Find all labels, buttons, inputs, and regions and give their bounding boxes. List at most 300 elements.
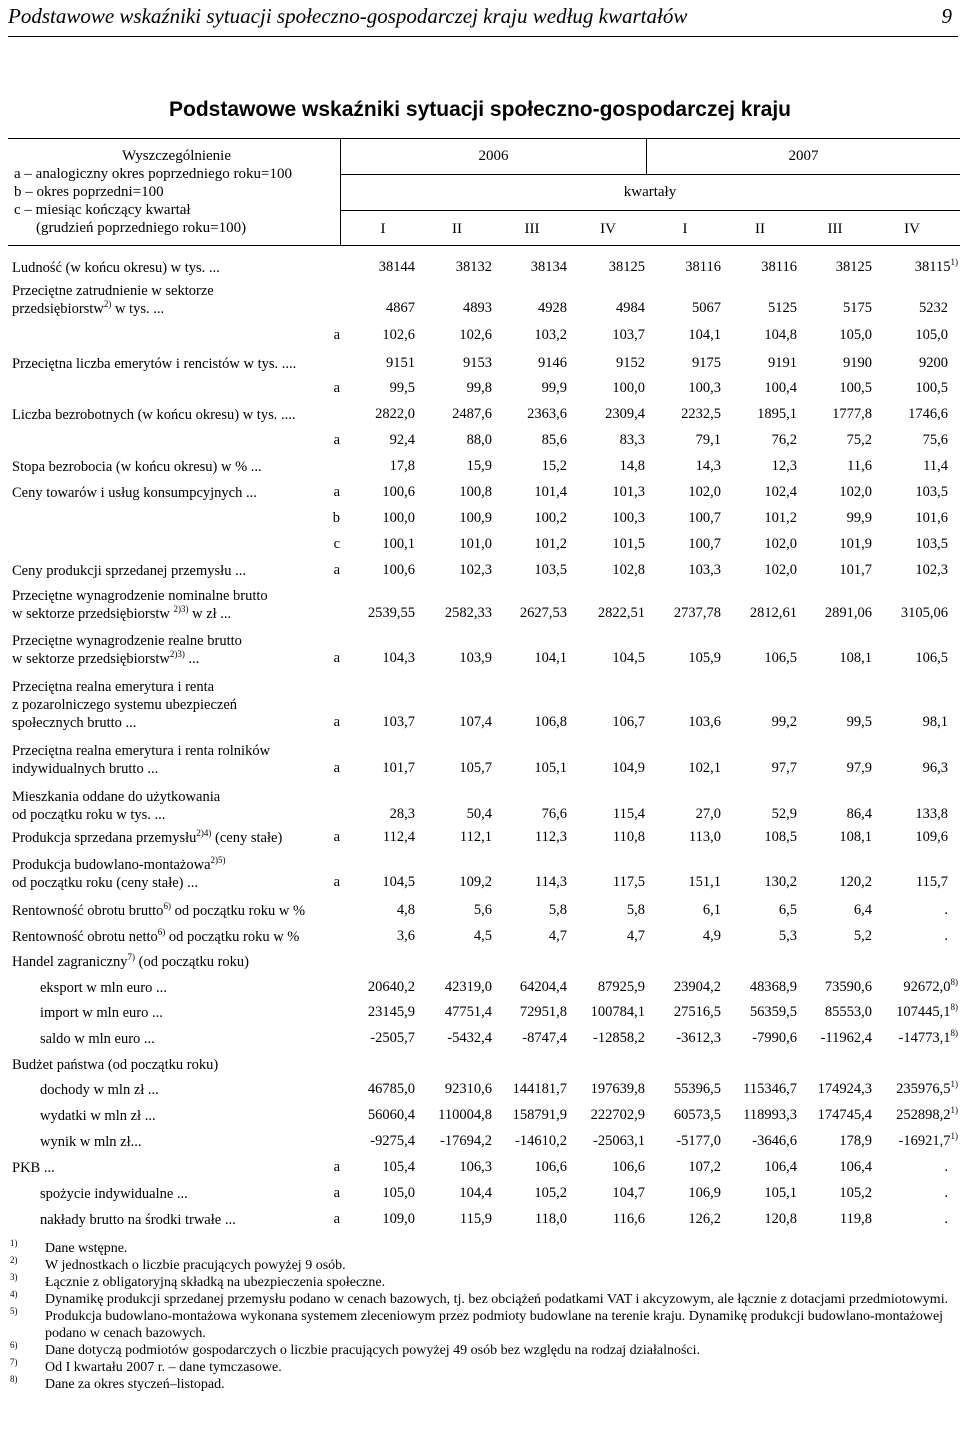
quarter-header: II <box>755 221 765 237</box>
table-cell: 102,1 <box>688 760 721 776</box>
row-label: Przeciętna liczba emerytów i rencistów w tys. .... <box>12 356 297 372</box>
table-cell: 101,2 <box>534 536 567 552</box>
table-cell: 103,3 <box>688 562 721 578</box>
table-cell: 115,4 <box>612 806 645 822</box>
row-index-code: a <box>333 714 340 730</box>
table-cell: 103,6 <box>688 714 721 730</box>
row-label: Ceny towarów i usług konsumpcyjnych ... <box>12 485 257 501</box>
table-cell: 2822,0 <box>375 406 415 422</box>
table-cell: 235976,5$^{1)}$ <box>896 1079 958 1097</box>
table-cell: 99,2 <box>771 714 797 730</box>
stub-legend-c: c – miesiąc kończący kwartał <box>14 202 191 218</box>
table-cell: 5,2 <box>853 928 872 944</box>
footnote <box>10 1240 955 1257</box>
table-cell: 120,2 <box>839 874 872 890</box>
table-cell: 100784,1 <box>590 1004 645 1020</box>
table-cell: 38115$^{1)}$ <box>914 257 958 275</box>
table-cell: 174924,3 <box>817 1081 872 1097</box>
table-cell: 252898,2$^{1)}$ <box>896 1105 958 1123</box>
period-rule <box>341 210 960 211</box>
row-index-code: a <box>333 829 340 845</box>
table-cell: 5175 <box>843 300 872 316</box>
table-cell: 4867 <box>386 300 415 316</box>
table-cell: 2812,61 <box>749 605 797 621</box>
row-index-code: a <box>333 432 340 448</box>
table-cell: 158791,9 <box>512 1107 567 1123</box>
table-cell: 106,9 <box>688 1185 721 1201</box>
row-label: PKB ... <box>12 1160 55 1176</box>
table-cell: 85,6 <box>541 432 567 448</box>
table-cell: 102,8 <box>612 562 645 578</box>
table-cell: 178,9 <box>839 1133 872 1149</box>
table-cell: 144181,7 <box>512 1081 567 1097</box>
table-cell: 1746,6 <box>908 406 948 422</box>
table-cell: 3,6 <box>396 928 415 944</box>
stub-legend-a: a – analogiczny okres poprzedniego roku=100 <box>14 166 292 182</box>
table-cell: 88,0 <box>466 432 492 448</box>
footnote <box>10 1257 955 1274</box>
table-cell: 174745,4 <box>817 1107 872 1123</box>
header-stub <box>14 147 339 237</box>
table-cell: 103,2 <box>534 327 567 343</box>
table-cell: 100,8 <box>459 484 492 500</box>
table-cell: 4984 <box>616 300 645 316</box>
table-cell: -5177,0 <box>676 1133 721 1149</box>
footnote <box>10 1342 955 1359</box>
table-cell: 119,8 <box>839 1211 872 1227</box>
table-cell: 104,1 <box>534 650 567 666</box>
table-cell: 79,1 <box>695 432 721 448</box>
header-top-rule <box>8 138 960 139</box>
table-cell: 112,3 <box>534 829 567 845</box>
table-cell: 105,2 <box>839 1185 872 1201</box>
row-label: dochody w mln zł ... <box>40 1082 159 1098</box>
table-cell: 104,4 <box>459 1185 492 1201</box>
table-cell: 5,3 <box>778 928 797 944</box>
table-cell: 105,0 <box>839 327 872 343</box>
table-cell: 9190 <box>843 355 872 371</box>
table-cell: 102,6 <box>459 327 492 343</box>
row-label: Stopa bezrobocia (w końcu okresu) w % ... <box>12 459 262 475</box>
table-cell: 100,6 <box>382 562 415 578</box>
table-cell: 27,0 <box>695 806 721 822</box>
table-cell: . <box>944 1211 948 1227</box>
row-label: eksport w mln euro ... <box>40 980 167 996</box>
table-cell: 12,3 <box>771 458 797 474</box>
table-cell: 98,1 <box>922 714 948 730</box>
table-cell: 86,4 <box>846 806 872 822</box>
stub-legend-c-note: (grudzień poprzedniego roku=100) <box>36 220 247 236</box>
footnote-text: Łącznie z obligatoryjną składką na ubezpieczenia społeczne. <box>45 1275 386 1290</box>
row-index-code: a <box>333 1159 340 1175</box>
table-cell: 101,9 <box>839 536 872 552</box>
row-label: Przeciętne zatrudnienie w sektorze przedsiębiorstw$^{2)}$ w tys. ... <box>12 283 214 317</box>
table-cell: 102,3 <box>459 562 492 578</box>
table-cell: 4,9 <box>702 928 721 944</box>
table-cell: 100,1 <box>382 536 415 552</box>
table-cell: 102,3 <box>915 562 948 578</box>
row-label: Przeciętne wynagrodzenie realne brutto w sektorze przedsiębiorstw$^{2)3)}$ ... <box>12 633 242 667</box>
table-cell: 50,4 <box>466 806 492 822</box>
table-cell: 73590,6 <box>824 979 872 995</box>
quarter-header: III <box>827 221 843 237</box>
table-cell: 101,5 <box>612 536 645 552</box>
table-cell: 15,2 <box>541 458 567 474</box>
table-cell: 4928 <box>538 300 567 316</box>
table-cell: 101,4 <box>534 484 567 500</box>
table-cell: 23904,2 <box>673 979 721 995</box>
table-cell: 14,8 <box>619 458 645 474</box>
table-cell: 197639,8 <box>590 1081 645 1097</box>
table-cell: 106,6 <box>534 1159 567 1175</box>
table-cell: -12858,2 <box>593 1030 645 1046</box>
table-cell: 115346,7 <box>743 1081 797 1097</box>
table-cell: 222702,9 <box>590 1107 645 1123</box>
table-cell: 103,5 <box>915 536 948 552</box>
table-cell: 92310,6 <box>444 1081 492 1097</box>
row-index-code: a <box>333 874 340 890</box>
table-cell: 5125 <box>768 300 797 316</box>
row-index-code: b <box>332 510 340 526</box>
table-cell: 96,3 <box>922 760 948 776</box>
footnote <box>10 1291 955 1308</box>
table-cell: 109,0 <box>382 1211 415 1227</box>
table-cell: 104,8 <box>764 327 797 343</box>
table-cell: 2822,51 <box>597 605 645 621</box>
table-cell: 15,9 <box>466 458 492 474</box>
row-label: wynik w mln zł... <box>40 1134 142 1150</box>
table-cell: . <box>944 1185 948 1201</box>
table-cell: 117,5 <box>612 874 645 890</box>
table-cell: 97,9 <box>846 760 872 776</box>
table-cell: 1895,1 <box>757 406 797 422</box>
table-cell: 100,7 <box>688 510 721 526</box>
footnote-text: Produkcja budowlano-montażowa wykonana systemem zleceniowym przez podmioty budowlane na terenie kraju. Dynamikę produkcji budowlano-montażowej podano w cenach bazowych. <box>45 1309 944 1341</box>
table-cell: 103,7 <box>382 714 415 730</box>
table-cell: 38132 <box>455 259 492 275</box>
table-cell: 100,4 <box>764 380 797 396</box>
stub-legend-b: b – okres poprzedni=100 <box>14 184 164 200</box>
row-index-code: a <box>333 760 340 776</box>
table-cell: 109,6 <box>915 829 948 845</box>
table-cell: 5,8 <box>548 902 567 918</box>
table-cell: 4893 <box>463 300 492 316</box>
table-cell: 6,4 <box>853 902 872 918</box>
year-2006: 2006 <box>478 148 509 164</box>
table-cell: 52,9 <box>771 806 797 822</box>
table-cell: 72951,8 <box>519 1004 567 1020</box>
table-cell: -5432,4 <box>447 1030 492 1046</box>
table-cell: 105,1 <box>764 1185 797 1201</box>
table-cell: 108,1 <box>839 650 872 666</box>
table-cell: 116,6 <box>612 1211 645 1227</box>
running-header-title: Podstawowe wskaźniki sytuacji społeczno-gospodarczej kraju według kwartałów <box>8 4 688 28</box>
table-cell: 105,4 <box>382 1159 415 1175</box>
row-label: Mieszkania oddane do użytkowania od początku roku w tys. ... <box>12 789 221 823</box>
table-cell: 106,6 <box>612 1159 645 1175</box>
table-cell: 56060,4 <box>367 1107 415 1123</box>
table-cell: 100,0 <box>612 380 645 396</box>
table-cell: 2627,53 <box>519 605 567 621</box>
years-rule <box>341 174 960 175</box>
table-cell: 100,6 <box>382 484 415 500</box>
table-cell: 38125 <box>608 259 645 275</box>
quarter-header: IV <box>600 221 616 237</box>
table-cell: 17,8 <box>389 458 415 474</box>
table-cell: 113,0 <box>688 829 721 845</box>
table-cell: 106,4 <box>839 1159 872 1175</box>
table-cell: 1777,8 <box>832 406 872 422</box>
table-cell: 27516,5 <box>673 1004 721 1020</box>
table-cell: 4,5 <box>473 928 492 944</box>
table-cell: 11,6 <box>847 458 872 474</box>
table-cell: 2737,78 <box>673 605 721 621</box>
row-label: Przeciętna realna emerytura i renta rolników indywidualnych brutto ... <box>12 743 271 777</box>
table-cell: 151,1 <box>688 874 721 890</box>
table-cell: 105,2 <box>534 1185 567 1201</box>
row-index-code: c <box>333 536 340 552</box>
table-cell: 100,9 <box>459 510 492 526</box>
running-header <box>8 2 958 37</box>
table-cell: -14773,1$^{8)}$ <box>898 1028 958 1046</box>
table-cell: 104,1 <box>688 327 721 343</box>
row-index-code: a <box>333 484 340 500</box>
row-index-code: a <box>333 1185 340 1201</box>
table-cell: 4,7 <box>548 928 567 944</box>
row-index-code: a <box>333 562 340 578</box>
table-cell: 99,5 <box>846 714 872 730</box>
table-cell: 103,5 <box>534 562 567 578</box>
table-cell: 5067 <box>692 300 721 316</box>
table-cell: 87925,9 <box>597 979 645 995</box>
table-cell: 120,8 <box>764 1211 797 1227</box>
table-cell: 14,3 <box>695 458 721 474</box>
table-cell: 92,4 <box>389 432 415 448</box>
table-cell: 102,0 <box>839 484 872 500</box>
table-cell: 99,9 <box>541 380 567 396</box>
table-cell: 9151 <box>386 355 415 371</box>
row-index-code: a <box>333 650 340 666</box>
table-cell: 5,6 <box>473 902 492 918</box>
period-label: kwartały <box>623 184 677 200</box>
table-cell: 104,5 <box>382 874 415 890</box>
table-cell: 100,5 <box>915 380 948 396</box>
table-cell: 107,2 <box>688 1159 721 1175</box>
quarter-header: I <box>682 221 688 237</box>
table-cell: 100,7 <box>688 536 721 552</box>
row-label: nakłady brutto na środki trwałe ... <box>40 1212 236 1228</box>
table-cell: 9152 <box>616 355 645 371</box>
table-cell: 100,0 <box>382 510 415 526</box>
footnotes <box>10 1240 955 1393</box>
table-cell: 133,8 <box>915 806 948 822</box>
table-cell: 103,5 <box>915 484 948 500</box>
footnote-mark: 3) <box>10 1272 18 1282</box>
table-cell: 38144 <box>378 259 415 275</box>
table-cell: 56359,5 <box>749 1004 797 1020</box>
row-label: Rentowność obrotu brutto$^{6)}$ od początku roku w % <box>12 901 306 919</box>
table-cell: 107,4 <box>459 714 492 730</box>
table-cell: 105,1 <box>534 760 567 776</box>
table-cell: 109,2 <box>459 874 492 890</box>
row-label: Produkcja sprzedana przemysłu$^{2)4)}$ (ceny stałe) <box>12 828 283 846</box>
footnote-mark: 2) <box>10 1255 18 1265</box>
table-cell: 99,8 <box>466 380 492 396</box>
table-cell: 5,8 <box>626 902 645 918</box>
row-label: Liczba bezrobotnych (w końcu okresu) w tys. .... <box>12 407 296 423</box>
table-cell: -11962,4 <box>820 1030 872 1046</box>
table-cell: 92672,0$^{8)}$ <box>903 977 958 995</box>
table-cell: 102,0 <box>764 562 797 578</box>
table-cell: . <box>944 902 948 918</box>
table-cell: 107445,1$^{8)}$ <box>896 1002 958 1020</box>
year-2007: 2007 <box>788 148 819 164</box>
table-cell: 110004,8 <box>438 1107 492 1123</box>
table-cell: 100,5 <box>839 380 872 396</box>
table-cell: 9200 <box>919 355 948 371</box>
table-cell: . <box>944 928 948 944</box>
table-cell: 48368,9 <box>749 979 797 995</box>
table-cell: 104,7 <box>612 1185 645 1201</box>
row-index-code: a <box>333 327 340 343</box>
table-cell: -2505,7 <box>370 1030 415 1046</box>
table-cell: -3646,6 <box>752 1133 797 1149</box>
footnote-text: W jednostkach o liczbie pracujących powyżej 9 osób. <box>45 1258 346 1273</box>
table-cell: 105,7 <box>459 760 492 776</box>
table-cell: 9153 <box>463 355 492 371</box>
table-cell: 9175 <box>692 355 721 371</box>
table-cell: 118993,3 <box>743 1107 797 1123</box>
table-cell: -7990,6 <box>752 1030 797 1046</box>
table-cell: 2309,4 <box>605 406 645 422</box>
row-label: Ceny produkcji sprzedanej przemysłu ... <box>12 563 246 579</box>
table-cell: 108,1 <box>839 829 872 845</box>
quarter-header: IV <box>904 221 920 237</box>
table-cell: 101,3 <box>612 484 645 500</box>
table-cell: 5232 <box>919 300 948 316</box>
table-cell: 114,3 <box>534 874 567 890</box>
table-cell: 97,7 <box>771 760 797 776</box>
table-cell: 2582,33 <box>444 605 492 621</box>
table-cell: 47751,4 <box>444 1004 492 1020</box>
row-label: Handel zagraniczny$^{7)}$ (od początku roku) <box>12 952 249 970</box>
table-cell: 101,7 <box>382 760 415 776</box>
row-label: wydatki w mln zł ... <box>40 1108 156 1124</box>
table-cell: 64204,4 <box>519 979 567 995</box>
table-cell: 76,6 <box>541 806 567 822</box>
table-cell: 112,1 <box>459 829 492 845</box>
row-index-code: a <box>333 380 340 396</box>
table-cell: 2232,5 <box>681 406 721 422</box>
table-cell: 75,2 <box>846 432 872 448</box>
table-cell: -25063,1 <box>593 1133 645 1149</box>
table-cell: 126,2 <box>688 1211 721 1227</box>
table-cell: 75,6 <box>922 432 948 448</box>
footnote-mark: 4) <box>10 1289 18 1299</box>
quarter-header: I <box>380 221 386 237</box>
table-cell: 20640,2 <box>367 979 415 995</box>
table-cell: 9191 <box>768 355 797 371</box>
table-cell: 115,7 <box>915 874 948 890</box>
table-cell: -16921,7$^{1)}$ <box>898 1131 958 1149</box>
stub-title: Wyszczególnienie <box>121 148 232 164</box>
table-cell: 55396,5 <box>673 1081 721 1097</box>
footnote-mark: 7) <box>10 1357 18 1367</box>
table-cell: 106,5 <box>915 650 948 666</box>
table-cell: 9146 <box>538 355 567 371</box>
footnote-mark: 8) <box>10 1374 18 1384</box>
table-cell: 11,4 <box>923 458 948 474</box>
table-cell: 100,3 <box>688 380 721 396</box>
table-cell: 2539,55 <box>367 605 415 621</box>
table-cell: 23145,9 <box>367 1004 415 1020</box>
table-cell: 38125 <box>835 259 872 275</box>
table-cell: -14610,2 <box>515 1133 567 1149</box>
table-cell: 115,9 <box>459 1211 492 1227</box>
row-label: import w mln euro ... <box>40 1005 163 1021</box>
footnote-text: Dane dotyczą podmiotów gospodarczych o liczbie pracujących powyżej 49 osób bez względu na rodzaj działalności. <box>45 1343 701 1358</box>
table-cell: 106,4 <box>764 1159 797 1175</box>
footnote-text: Dane za okres styczeń–listopad. <box>45 1377 225 1392</box>
table-cell: 99,5 <box>389 380 415 396</box>
table-cell: 38134 <box>530 259 567 275</box>
table-cell: -17694,2 <box>440 1133 492 1149</box>
table-cell: 28,3 <box>389 806 415 822</box>
table-cell: 105,0 <box>382 1185 415 1201</box>
row-label: Produkcja budowlano-montażowa$^{2)5)}$ od początku roku (ceny stałe) ... <box>12 855 226 891</box>
row-label: Przeciętne wynagrodzenie nominalne brutto w sektorze przedsiębiorstw $^{2)3)}$ w zł ... <box>12 588 268 622</box>
row-label: saldo w mln euro ... <box>40 1031 155 1047</box>
table-cell: 100,2 <box>534 510 567 526</box>
table-cell: 2363,6 <box>527 406 567 422</box>
table-cell: 104,5 <box>612 650 645 666</box>
table-cell: 60573,5 <box>673 1107 721 1123</box>
table-cell: 104,3 <box>382 650 415 666</box>
table-cell: 102,0 <box>688 484 721 500</box>
footnote-text: Dane wstępne. <box>45 1241 128 1256</box>
row-label: Przeciętna realna emerytura i renta z pozarolniczego systemu ubezpieczeń społecznych brutto ... <box>12 679 238 731</box>
table-cell: -8747,4 <box>522 1030 567 1046</box>
header-bottom-rule <box>8 245 960 246</box>
table-cell: 102,6 <box>382 327 415 343</box>
table-cell: 3105,06 <box>900 605 948 621</box>
table-cell: 99,9 <box>846 510 872 526</box>
table-cell: 2891,06 <box>824 605 872 621</box>
table-cell: 118,0 <box>534 1211 567 1227</box>
footnote <box>10 1308 955 1342</box>
table-cell: 6,1 <box>702 902 721 918</box>
table-cell: 106,8 <box>534 714 567 730</box>
table-cell: 104,9 <box>612 760 645 776</box>
table-cell: 101,2 <box>764 510 797 526</box>
quarter-header: II <box>452 221 462 237</box>
table-cell: -3612,3 <box>676 1030 721 1046</box>
table-cell: 108,5 <box>764 829 797 845</box>
page-number: 9 <box>941 4 952 28</box>
table-cell: -9275,4 <box>370 1133 415 1149</box>
table-cell: 38116 <box>685 259 721 275</box>
table-cell: 38116 <box>761 259 797 275</box>
table-cell: 76,2 <box>771 432 797 448</box>
row-label: Budżet państwa (od początku roku) <box>12 1057 219 1073</box>
table-cell: 101,6 <box>915 510 948 526</box>
table-cell: 105,9 <box>688 650 721 666</box>
table-cell: 46785,0 <box>367 1081 415 1097</box>
table-cell: 102,0 <box>764 536 797 552</box>
table-cell: 106,3 <box>459 1159 492 1175</box>
footnote <box>10 1274 955 1291</box>
table-cell: 100,3 <box>612 510 645 526</box>
